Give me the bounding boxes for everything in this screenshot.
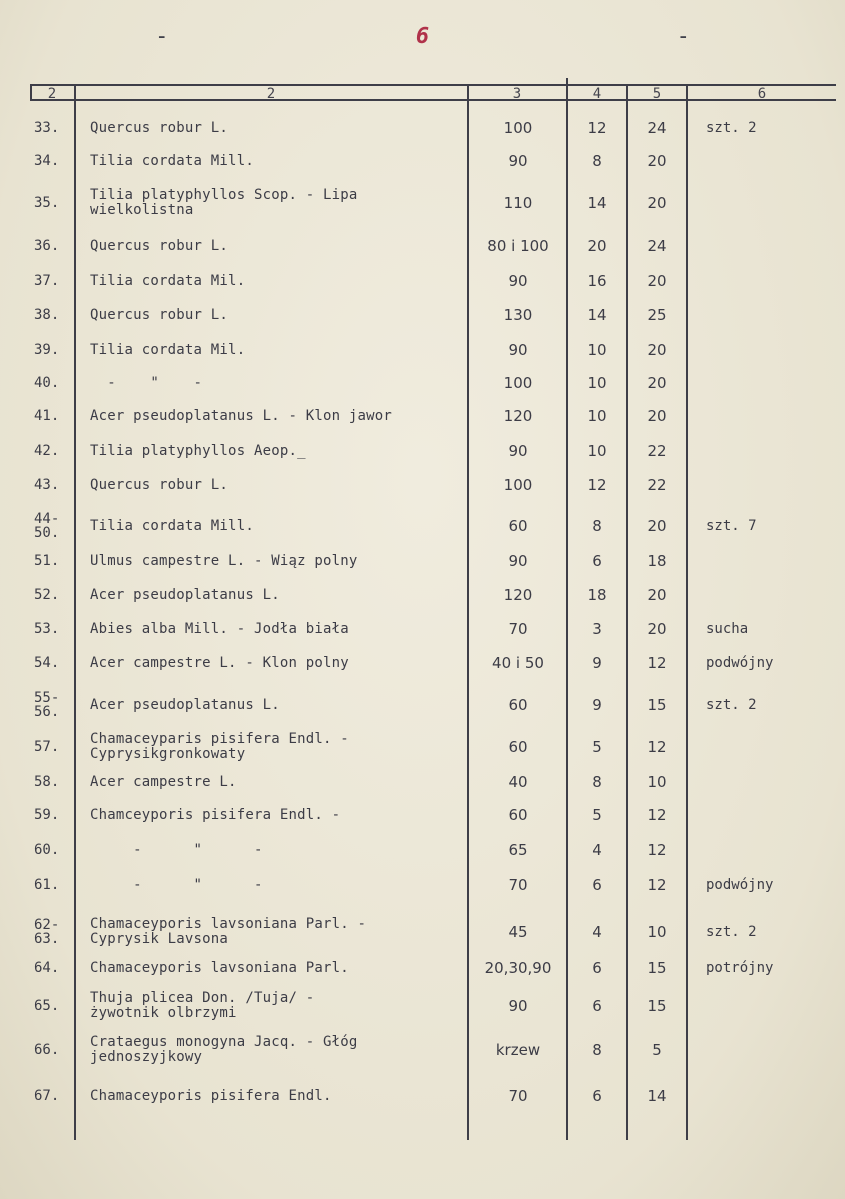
row-number: 62- 63. [34, 917, 60, 947]
remarks-value: sucha [706, 621, 749, 637]
row-number: 42. [34, 443, 60, 459]
crown-value: 10 [647, 773, 667, 791]
row-number: 43. [34, 477, 60, 493]
species-name: - " - [90, 374, 203, 391]
circumference-value: krzew [495, 1041, 541, 1059]
height-value: 10 [587, 341, 607, 359]
circumference-value: 80 i 100 [487, 237, 549, 255]
row-number: 59. [34, 807, 60, 823]
remarks-value [706, 1079, 836, 1113]
crown-value: 12 [647, 841, 667, 859]
remarks-value: szt. 2 [706, 924, 757, 940]
height-value: 9 [592, 654, 602, 672]
header-col-3: 3 [512, 86, 522, 102]
crown-value: 24 [647, 237, 667, 255]
remarks-value: podwójny [706, 655, 774, 671]
table-row [0, 470, 845, 500]
height-value: 4 [592, 841, 602, 859]
table-row [0, 800, 845, 830]
species-name: Crataegus monogyna Jacq. - Głóg jednoszyjkowy [90, 1034, 358, 1065]
table-row [0, 580, 845, 610]
species-name: Acer pseudoplatanus L. [90, 696, 280, 713]
height-value: 6 [592, 876, 602, 894]
circumference-value: 60 [508, 696, 528, 714]
row-number: 53. [34, 621, 60, 637]
circumference-value: 100 [503, 374, 533, 392]
table-row [0, 1079, 845, 1113]
species-name: - " - [90, 876, 263, 893]
row-number: 65. [34, 998, 60, 1014]
remarks-value: szt. 2 [706, 697, 757, 713]
remarks-value [706, 183, 836, 223]
row-number: 55- 56. [34, 690, 60, 720]
circumference-value: 90 [508, 442, 528, 460]
height-value: 6 [592, 552, 602, 570]
height-value: 9 [592, 696, 602, 714]
circumference-value: 65 [508, 841, 528, 859]
circumference-value: 90 [508, 272, 528, 290]
row-number: 52. [34, 587, 60, 603]
species-name: Quercus robur L. [90, 306, 229, 323]
crown-value: 20 [647, 194, 667, 212]
remarks-value: podwójny [706, 877, 774, 893]
table-row [0, 146, 845, 176]
page-number [0, 24, 845, 49]
circumference-value: 60 [508, 738, 528, 756]
height-value: 20 [587, 237, 607, 255]
crown-value: 20 [647, 620, 667, 638]
species-name: Quercus robur L. [90, 119, 229, 136]
height-value: 10 [587, 442, 607, 460]
remarks-value [706, 767, 836, 797]
crown-value: 12 [647, 738, 667, 756]
header-col-4: 4 [592, 86, 602, 102]
species-name: Ulmus campestre L. - Wiąz polny [90, 552, 358, 569]
crown-value: 20 [647, 407, 667, 425]
height-value: 18 [587, 586, 607, 604]
remarks-value [706, 266, 836, 296]
circumference-value: 110 [503, 194, 533, 212]
page-number-value: 6 [415, 24, 430, 49]
row-number: 44- 50. [34, 511, 60, 541]
circumference-value: 60 [508, 517, 528, 535]
table-row [0, 767, 845, 797]
species-name: Acer pseudoplatanus L. [90, 586, 280, 603]
remarks-value: potrójny [706, 960, 774, 976]
species-name: Chamaceyparis pisifera Endl. - Cyprysikgronkowaty [90, 731, 349, 762]
crown-value: 15 [647, 997, 667, 1015]
row-number: 61. [34, 877, 60, 893]
height-value: 6 [592, 997, 602, 1015]
row-number: 33. [34, 120, 60, 136]
circumference-value: 90 [508, 341, 528, 359]
circumference-value: 40 i 50 [492, 654, 544, 672]
height-value: 14 [587, 194, 607, 212]
species-name: Chamceyporis pisifera Endl. - [90, 806, 341, 823]
row-number: 58. [34, 774, 60, 790]
species-name: Acer pseudoplatanus L. - Klon jawor [90, 407, 393, 424]
species-name: Tilia cordata Mill. [90, 517, 254, 534]
row-number: 37. [34, 273, 60, 289]
row-number: 67. [34, 1088, 60, 1104]
circumference-value: 40 [508, 773, 528, 791]
circumference-value: 70 [508, 876, 528, 894]
table-row [0, 685, 845, 725]
circumference-value: 90 [508, 552, 528, 570]
row-number: 36. [34, 238, 60, 254]
crown-value: 24 [647, 119, 667, 137]
page-number-left-dash: - [155, 24, 169, 49]
remarks-value [706, 146, 836, 176]
species-name: Tilia platyphyllos Scop. - Lipa wielkolistna [90, 187, 358, 218]
circumference-value: 90 [508, 152, 528, 170]
table-row [0, 614, 845, 644]
row-number: 34. [34, 153, 60, 169]
circumference-value: 70 [508, 1087, 528, 1105]
species-name: Tilia cordata Mil. [90, 272, 246, 289]
circumference-value: 100 [503, 119, 533, 137]
crown-value: 10 [647, 923, 667, 941]
circumference-value: 90 [508, 997, 528, 1015]
species-name: Tilia platyphyllos Aeop._ [90, 442, 306, 459]
remarks-value [706, 800, 836, 830]
table-row [0, 401, 845, 431]
table-row [0, 335, 845, 365]
remarks-value [706, 986, 836, 1026]
row-number: 39. [34, 342, 60, 358]
table-row [0, 231, 845, 261]
remarks-value [706, 1028, 836, 1072]
crown-value: 20 [647, 517, 667, 535]
remarks-value [706, 231, 836, 261]
table-row [0, 266, 845, 296]
table-row [0, 835, 845, 865]
species-name: Quercus robur L. [90, 476, 229, 493]
header-col-6: 6 [757, 86, 767, 102]
circumference-value: 70 [508, 620, 528, 638]
height-value: 8 [592, 517, 602, 535]
height-value: 10 [587, 374, 607, 392]
table-row [0, 909, 845, 955]
circumference-value: 100 [503, 476, 533, 494]
height-value: 8 [592, 152, 602, 170]
crown-value: 22 [647, 442, 667, 460]
species-name: Acer campestre L. - Klon polny [90, 654, 349, 671]
height-value: 14 [587, 306, 607, 324]
crown-value: 15 [647, 959, 667, 977]
species-name: Chamaceyporis lavsoniana Parl. [90, 959, 349, 976]
species-name: Tilia cordata Mil. [90, 341, 246, 358]
height-value: 12 [587, 476, 607, 494]
height-value: 16 [587, 272, 607, 290]
remarks-value [706, 300, 836, 330]
height-value: 10 [587, 407, 607, 425]
table-row [0, 436, 845, 466]
remarks-value [706, 470, 836, 500]
height-value: 4 [592, 923, 602, 941]
height-value: 6 [592, 1087, 602, 1105]
table-row [0, 870, 845, 900]
crown-value: 12 [647, 654, 667, 672]
table-row [0, 506, 845, 546]
page-number-right-dash: - [676, 24, 690, 49]
species-name: Acer campestre L. [90, 773, 237, 790]
row-number: 40. [34, 375, 60, 391]
table-row [0, 1028, 845, 1072]
row-number: 35. [34, 195, 60, 211]
header-col-5: 5 [652, 86, 662, 102]
circumference-value: 120 [503, 407, 533, 425]
crown-value: 20 [647, 272, 667, 290]
circumference-value: 45 [508, 923, 528, 941]
circumference-value: 130 [503, 306, 533, 324]
remarks-value [706, 835, 836, 865]
species-name: - " - [90, 841, 263, 858]
crown-value: 20 [647, 152, 667, 170]
remarks-value [706, 727, 836, 767]
table-row [0, 546, 845, 576]
row-number: 41. [34, 408, 60, 424]
species-name: Abies alba Mill. - Jodła biała [90, 620, 349, 637]
remarks-value: szt. 2 [706, 120, 757, 136]
crown-value: 20 [647, 586, 667, 604]
circumference-value: 60 [508, 806, 528, 824]
row-number: 64. [34, 960, 60, 976]
remarks-value [706, 335, 836, 365]
table-row [0, 727, 845, 767]
height-value: 5 [592, 738, 602, 756]
row-number: 51. [34, 553, 60, 569]
table-row [0, 300, 845, 330]
remarks-value: szt. 7 [706, 518, 757, 534]
species-name: Chamaceyporis pisifera Endl. [90, 1087, 332, 1104]
crown-value: 22 [647, 476, 667, 494]
remarks-value [706, 546, 836, 576]
height-value: 5 [592, 806, 602, 824]
header-col-1: 2 [47, 86, 57, 102]
crown-value: 12 [647, 806, 667, 824]
table-row [0, 648, 845, 678]
crown-value: 20 [647, 374, 667, 392]
remarks-value [706, 436, 836, 466]
row-number: 54. [34, 655, 60, 671]
crown-value: 20 [647, 341, 667, 359]
species-name: Quercus robur L. [90, 237, 229, 254]
circumference-value: 20,30,90 [484, 959, 552, 977]
crown-value: 14 [647, 1087, 667, 1105]
row-number: 60. [34, 842, 60, 858]
species-name: Tilia cordata Mill. [90, 152, 254, 169]
table-row [0, 183, 845, 223]
table-row [0, 368, 845, 398]
height-value: 8 [592, 773, 602, 791]
height-value: 12 [587, 119, 607, 137]
crown-value: 12 [647, 876, 667, 894]
row-number: 66. [34, 1042, 60, 1058]
crown-value: 5 [652, 1041, 662, 1059]
remarks-value [706, 580, 836, 610]
circumference-value: 120 [503, 586, 533, 604]
height-value: 3 [592, 620, 602, 638]
row-number: 57. [34, 739, 60, 755]
crown-value: 15 [647, 696, 667, 714]
header-col-2: 2 [266, 86, 276, 102]
remarks-value [706, 368, 836, 398]
table-row [0, 986, 845, 1026]
species-name: Chamaceyporis lavsoniana Parl. - Cyprysik Lavsona [90, 916, 367, 947]
remarks-value [706, 401, 836, 431]
table-row [0, 953, 845, 983]
species-name: Thuja plicea Don. /Tuja/ - żywotnik olbrzymi [90, 990, 315, 1021]
crown-value: 18 [647, 552, 667, 570]
table-row [0, 113, 845, 143]
height-value: 8 [592, 1041, 602, 1059]
height-value: 6 [592, 959, 602, 977]
row-number: 38. [34, 307, 60, 323]
crown-value: 25 [647, 306, 667, 324]
